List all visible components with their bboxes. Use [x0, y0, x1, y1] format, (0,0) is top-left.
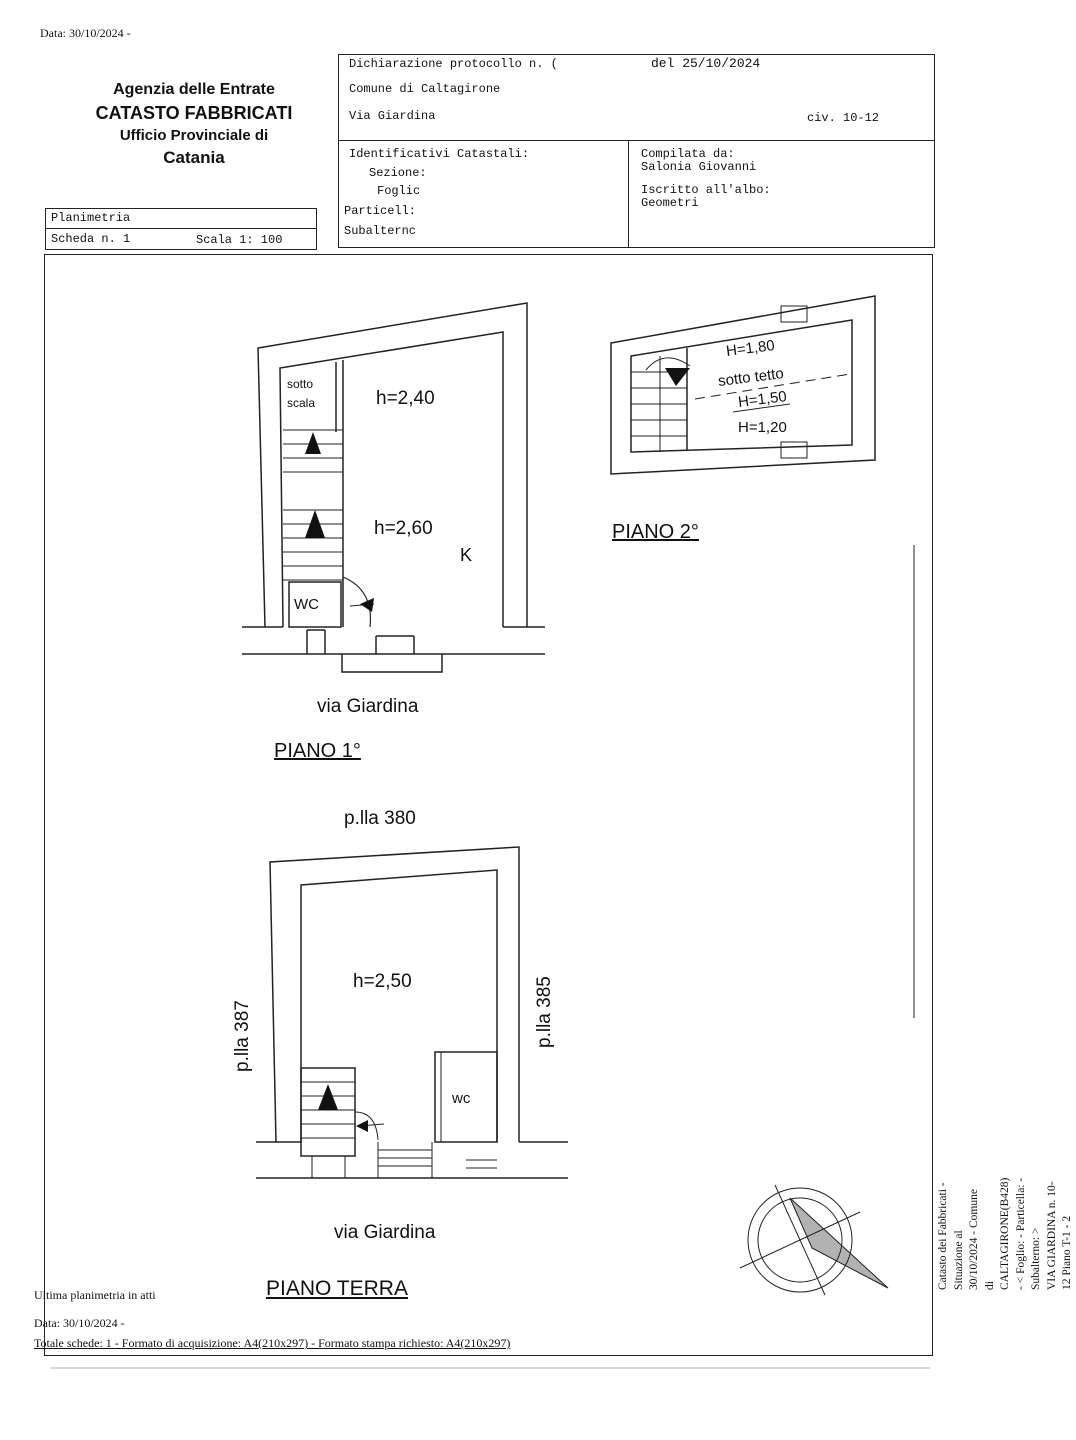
scheda-number: Scheda n. 1: [51, 232, 131, 246]
piano1-height-lower: h=2,60: [374, 518, 433, 539]
piano1-street-label: via Giardina: [317, 696, 419, 717]
office-label: Ufficio Provinciale di: [119, 126, 269, 144]
side-note-line-1: Catasto dei Fabbricati - Situazione al 30/10/2024 - Comune di CALTAGIRONE(B428) - < Foglio: - Particella: - Subalterno: >: [937, 1177, 1043, 1290]
document-date: Data: 30/10/2024 -: [40, 26, 131, 40]
street-address: Via Giardina: [349, 109, 436, 123]
particella-label: Particell:: [344, 204, 417, 218]
compass-rose: [740, 1185, 888, 1295]
albo-label: Iscritto all'albo:: [641, 183, 771, 197]
piano2-height-1: H=1,80: [725, 337, 776, 360]
office-city: Catania: [163, 148, 225, 168]
piano2-height-3: H=1,20: [738, 419, 787, 436]
sotto-label: sotto: [287, 377, 314, 391]
side-note-line-2: VIA GIARDINA n. 10-12 Piano T-1 - 2: [1045, 1181, 1074, 1290]
albo-value: Geometri: [641, 196, 699, 210]
agency-name: Agenzia delle Entrate: [113, 81, 275, 98]
comune: Comune di Caltagirone: [349, 82, 501, 96]
piano2-title: PIANO 2°: [612, 521, 699, 543]
piano1-title: PIANO 1°: [274, 740, 361, 762]
sotto-tetto-label: sotto tetto: [717, 365, 785, 390]
parcel-east: p.lla 385: [534, 976, 555, 1048]
piano2-height-2: H=1,50: [737, 388, 788, 411]
protocol-number: Dichiarazione protocollo n. (: [349, 57, 558, 71]
footer-last-plan: Ultima planimetria in atti: [34, 1288, 156, 1302]
catasto-title: CATASTO FABBRICATI: [95, 103, 293, 123]
piano-terra-plan: [256, 847, 568, 1178]
compiled-by-name: Salonia Giovanni: [641, 160, 757, 174]
sezione-label: Sezione:: [369, 166, 427, 180]
parcel-west: p.lla 387: [232, 1000, 253, 1072]
protocol-date: del 25/10/2024: [651, 56, 761, 71]
scala-label: scala: [287, 396, 316, 410]
civic-number: civ. 10-12: [807, 111, 880, 125]
piano1-height-upper: h=2,40: [376, 388, 435, 409]
piano-1-plan: [242, 303, 545, 672]
piano-terra-title: PIANO TERRA: [266, 1277, 408, 1300]
footer-date: Data: 30/10/2024 -: [34, 1316, 125, 1330]
ground-wc-label: wc: [452, 1090, 471, 1107]
identifiers-title: Identificativi Catastali:: [349, 147, 530, 161]
scale: Scala 1: 100: [196, 233, 283, 247]
kitchen-label: K: [460, 545, 473, 565]
ground-street-label: via Giardina: [334, 1222, 436, 1243]
piano1-wc-label: WC: [294, 596, 319, 613]
footer-sheets-info: Totale schede: 1 - Formato di acquisizione: A4(210x297) - Formato stampa richiesto: A4(210x297): [34, 1336, 511, 1350]
ground-height-label: h=2,50: [353, 971, 412, 992]
side-cadastral-note: [936, 1178, 1076, 1290]
subalterno-label: Subalternc: [344, 224, 417, 238]
compiled-by-label: Compilata da:: [641, 147, 735, 161]
planimetria-title: Planimetria: [51, 211, 131, 225]
foglio-label: Foglic: [377, 184, 421, 198]
parcel-north: p.lla 380: [344, 808, 416, 829]
